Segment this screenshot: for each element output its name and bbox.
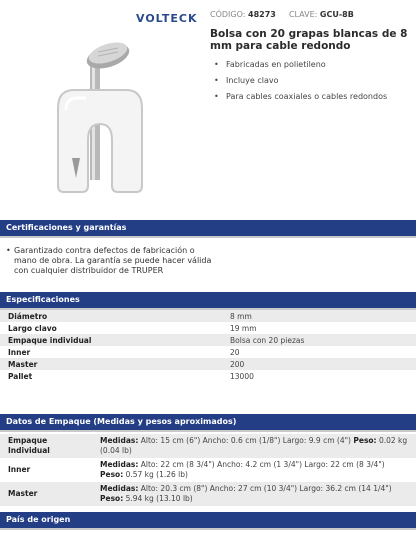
pack-key: Master bbox=[0, 482, 92, 506]
spec-value: Bolsa con 20 piezas bbox=[222, 334, 416, 346]
peso-value: 5.94 kg (13.10 lb) bbox=[125, 494, 193, 503]
peso-value: 0.02 kg (0.04 lb) bbox=[100, 436, 408, 455]
table-row bbox=[0, 358, 416, 370]
spec-value: 8 mm bbox=[222, 310, 416, 322]
product-title: Bolsa con 20 grapas blancas de 8 mm para cable redondo bbox=[210, 28, 408, 52]
section-title: Especificaciones bbox=[6, 295, 80, 304]
spec-value: 13000 bbox=[230, 371, 254, 381]
spec-key: Largo clavo bbox=[8, 323, 57, 333]
table-row bbox=[0, 310, 416, 322]
medidas-label: Medidas: bbox=[100, 484, 139, 493]
spec-key: Pallet bbox=[8, 371, 33, 381]
table-row bbox=[0, 434, 416, 458]
product-codes bbox=[210, 10, 354, 19]
warranty-body: Garantizado contra defectos de fabricación o mano de obra. La garantía se puede hacer válida con cualquier distribuidor de TRUPER bbox=[14, 246, 212, 275]
spec-value: 20 bbox=[230, 347, 240, 357]
spec-key: Diámetro bbox=[0, 310, 222, 322]
section-title: País de origen bbox=[6, 515, 71, 524]
medidas-label: Medidas: bbox=[100, 436, 139, 445]
codigo-value: 48273 bbox=[248, 10, 276, 19]
peso-value: 0.57 kg (1.26 lb) bbox=[125, 470, 188, 479]
medidas-label: Medidas: bbox=[100, 460, 139, 469]
origen-header bbox=[0, 512, 416, 530]
clave-label: CLAVE: bbox=[288, 10, 318, 19]
pack-key: Inner bbox=[8, 465, 31, 474]
pack-value bbox=[92, 458, 416, 482]
clave-value: GCU-8B bbox=[319, 10, 354, 19]
table-row bbox=[0, 322, 416, 334]
table-row bbox=[0, 458, 416, 482]
table-row bbox=[0, 346, 416, 358]
bullet: • bbox=[6, 246, 11, 255]
table-row bbox=[0, 482, 416, 506]
pack-value bbox=[92, 434, 416, 458]
spec-value: 19 mm bbox=[230, 323, 257, 333]
feature-item: • Fabricadas en polietileno bbox=[214, 60, 410, 70]
peso-label: Peso: bbox=[100, 494, 124, 503]
feature-list bbox=[214, 60, 410, 108]
spec-key: Master bbox=[0, 358, 222, 370]
table-row bbox=[0, 334, 416, 346]
section-title: Datos de Empaque (Medidas y pesos aproximados) bbox=[6, 417, 237, 426]
pack-value bbox=[92, 482, 416, 506]
spec-key: Empaque individual bbox=[0, 334, 222, 346]
peso-label: Peso: bbox=[100, 470, 124, 479]
brand-logo: VOLTECK bbox=[136, 12, 198, 25]
feature-item: • Para cables coaxiales o cables redondos bbox=[214, 92, 410, 102]
especificaciones-header bbox=[0, 292, 416, 310]
product-header bbox=[0, 0, 416, 212]
medidas-value: Alto: 20.3 cm (8") Ancho: 27 cm (10 3/4") Largo: 36.2 cm (14 1/4") bbox=[140, 484, 392, 493]
table-row bbox=[0, 370, 416, 382]
empaque-header bbox=[0, 414, 416, 432]
section-title: Certificaciones y garantías bbox=[6, 223, 127, 232]
codigo-label: CÓDIGO: bbox=[210, 10, 246, 19]
spec-value: 200 bbox=[222, 358, 416, 370]
spec-key: Inner bbox=[8, 347, 31, 357]
spec-table bbox=[0, 310, 416, 382]
pack-key: Empaque Individual bbox=[0, 434, 92, 458]
feature-item: • Incluye clavo bbox=[214, 76, 410, 86]
peso-label: Peso: bbox=[353, 436, 377, 445]
warranty-text bbox=[6, 246, 216, 276]
pack-table bbox=[0, 434, 416, 506]
certificaciones-header bbox=[0, 220, 416, 238]
cable-clip-image bbox=[8, 8, 200, 208]
medidas-value: Alto: 15 cm (6") Ancho: 0.6 cm (1/8") Largo: 9.9 cm (4") bbox=[140, 436, 351, 445]
medidas-value: Alto: 22 cm (8 3/4") Ancho: 4.2 cm (1 3/4") Largo: 22 cm (8 3/4") bbox=[140, 460, 385, 469]
